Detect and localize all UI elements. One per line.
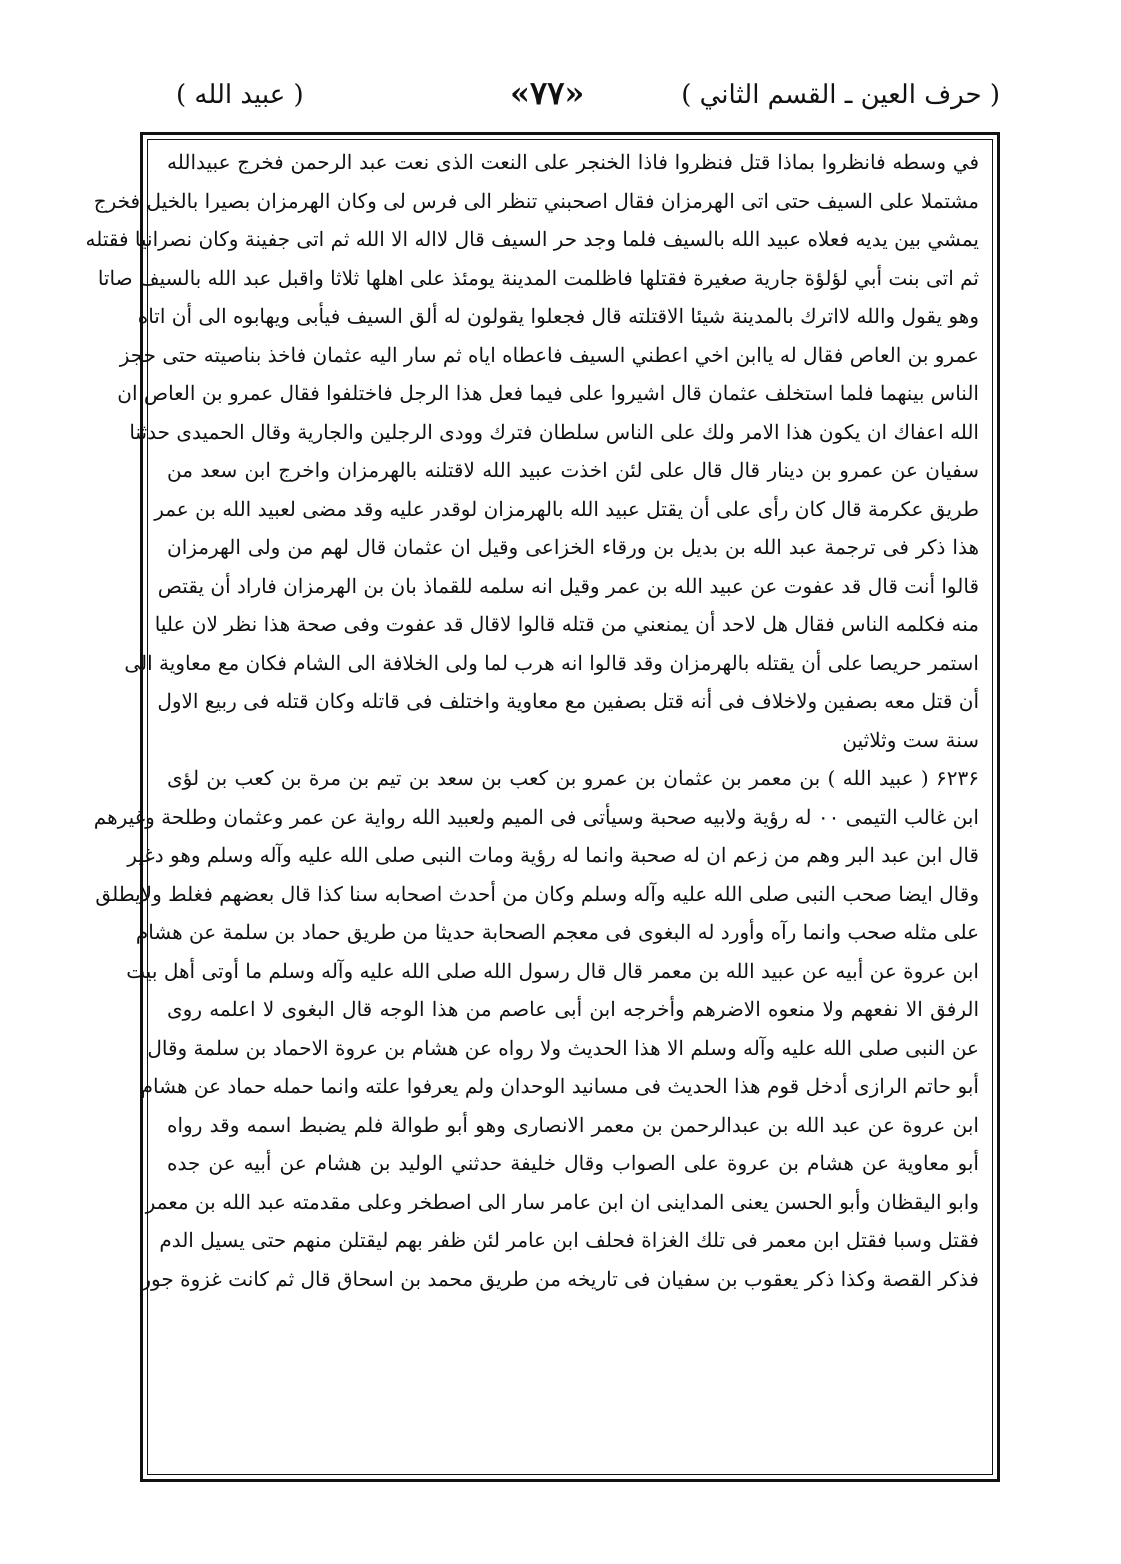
text-line: قالوا أنت قال قد عفوت عن عبيد الله بن عمر وقيل انه سلمه للقماذ بان بن الهرمزان فاراد أن يقتص [157,573,979,598]
entry-title: ( عبيد الله ) [176,80,304,110]
text-line: فذكر القصة وكذا ذكر يعقوب بن سفيان فى تاريخه من طريق محمد بن اسحاق قال ثم كانت غزوة جور [141,1266,979,1291]
text-line: وابو اليقظان وأبو الحسن يعنى المداينى ان ابن عامر سار الى اصطخر وعلى مقدمته عبد الله بن معمر [145,1189,979,1214]
section-title: ( حرف العين ـ القسم الثاني ) [681,80,1000,110]
text-frame [85,132,1000,1482]
text-line: ابن غالب التيمى ٠٠ له رؤية ولابيه صحبة وسيأتى فى الميم ولعبيد الله رواية عن عمر وعثمان وطلحة وغيرهم [93,804,979,829]
text-line: مشتملا على السيف حتى اتى الهرمزان فقال اصحبني تنظر الى فرس لى وكان الهرمزان بصيرا بالخيل فخرج [93,188,979,213]
text-line: وهو يقول والله لااترك بالمدينة شيئا الاقتلته قال فجعلوا يقولون له ألق السيف فيأبى ويهابوه الى أن اتاه [137,304,979,328]
text-line: سفيان عن عمرو بن دينار قال قال على لئن اخذت عبيد الله لاقتلنه بالهرمزان واخرج ابن سعد من [167,458,979,482]
text-line: قال ابن عبد البر وهم من زعم ان له صحبة وانما له رؤية ومات النبى صلى الله عليه وآله وسلم وهو دغير [127,843,979,867]
text-line: ۶۲۳۶ ( عبيد الله ) بن معمر بن عثمان بن عمرو بن كعب بن سعد بن تيم بن مرة بن كعب بن لؤى [167,766,979,790]
text-line: سنة ست وثلاثين [842,727,979,752]
text-line: استمر حريصا على أن يقتله بالهرمزان وقد قالوا انه هرب لما ولى الخلافة الى الشام فكان مع معاوية الى [124,650,979,675]
text-line: هذا ذكر فى ترجمة عبد الله بن بديل بن ورقاء الخزاعى وقيل ان عثمان قال لهم من ولى الهرمزان [167,535,979,559]
text-line: أن قتل معه بصفين ولاخلاف فى أنه قتل بصفين مع معاوية واختلف فى قاتله وكان قتله فى ربيع الاول [157,689,979,713]
page-number: «۷۷» [510,74,585,112]
text-line: ابن عروة عن عبد الله بن عبدالرحمن بن معمر الانصارى وهو أبو طوالة فلم يضبط اسمه وقد رواه [167,1112,979,1137]
text-line: وقال ايضا صحب النبى صلى الله عليه وآله وسلم وكان من أحدث اصحابه سنا كذا قال بعضهم فغلط ولايطلق [95,881,979,906]
body-text [85,143,979,1298]
text-line: طريق عكرمة قال كان رأى على أن يقتل عبيد الله بالهرمزان لوقدر عليه وقد مضى لعبيد الله بن عمر [154,496,979,521]
text-line: يمشي بين يديه فعلاه عبيد الله بالسيف فلما وجد حر السيف قال لااله الا الله ثم اتى جفينة وكان نصرانيا فقتله [85,227,979,251]
text-line: فقتل وسبا فقتل ابن معمر فى تلك الغزاة فحلف ابن عامر لئن ظفر بهم ليقتلن منهم حتى يسيل الدم [159,1228,979,1252]
text-line: منه فكلمه الناس فقال هل لاحد أن يمنعني من قتله قالوا لاقال قد عفوت وفى صحة هذا نظر لان عليا [154,612,979,636]
text-line: أبو معاوية عن هشام بن عروة على الصواب وقال خليفة حدثني الوليد بن هشام عن أبيه عن جده [167,1151,979,1175]
text-line: في وسطه فانظروا بماذا قتل فنظروا فاذا الخنجر على النعت الذى نعت عبد الرحمن فخرج عبيدالله [167,150,979,174]
text-line: ابن عروة عن أبيه عن عبيد الله بن معمر قال قال رسول الله صلى الله عليه وآله وسلم ما أوتى أهل بيت [126,958,979,983]
text-line: عمرو بن العاص فقال له ياابن اخي اعطني السيف فاعطاه اياه ثم سار اليه عثمان فاخذ بناصيته حتى حجز [119,342,979,367]
text-line: الناس بينهما فلما استخلف عثمان قال اشيروا على فيما فعل هذا الرجل فاختلفوا فقال عمرو بن العاص ان [117,381,979,405]
text-line: ثم اتى بنت أبي لؤلؤة جارية صغيرة فقتلها فاظلمت المدينة يومئذ على اهلها ثلاثا واقبل عبد الله بالسيف صاتا [97,265,979,290]
text-line: عن النبى صلى الله عليه وآله وسلم الا هذا الحديث ولا رواه عن هشام بن عروة الاحماد بن سلمة وقال [147,1035,979,1060]
text-line: الله اعفاك ان يكون هذا الامر ولك على الناس سلطان فترك وودى الرجلين والجارية وقال الحميدى حدثنا [129,419,979,444]
page-header [140,70,1000,130]
text-line: أبو حاتم الرازى أدخل قوم هذا الحديث فى مسانيد الوحدان ولم يعرفوا علته وانما حمله حماد عن هشام [140,1074,979,1098]
text-line: الرفق الا نفعهم ولا منعوه الاضرهم وأخرجه ابن أبى عاصم من هذا الوجه قال البغوى لا اعلمه روى [167,997,979,1021]
text-line: على مثله صحب وانما رآه وأورد له البغوى فى معجم الصحابة حديثا من طريق حماد بن سلمة عن هشام [135,920,979,944]
